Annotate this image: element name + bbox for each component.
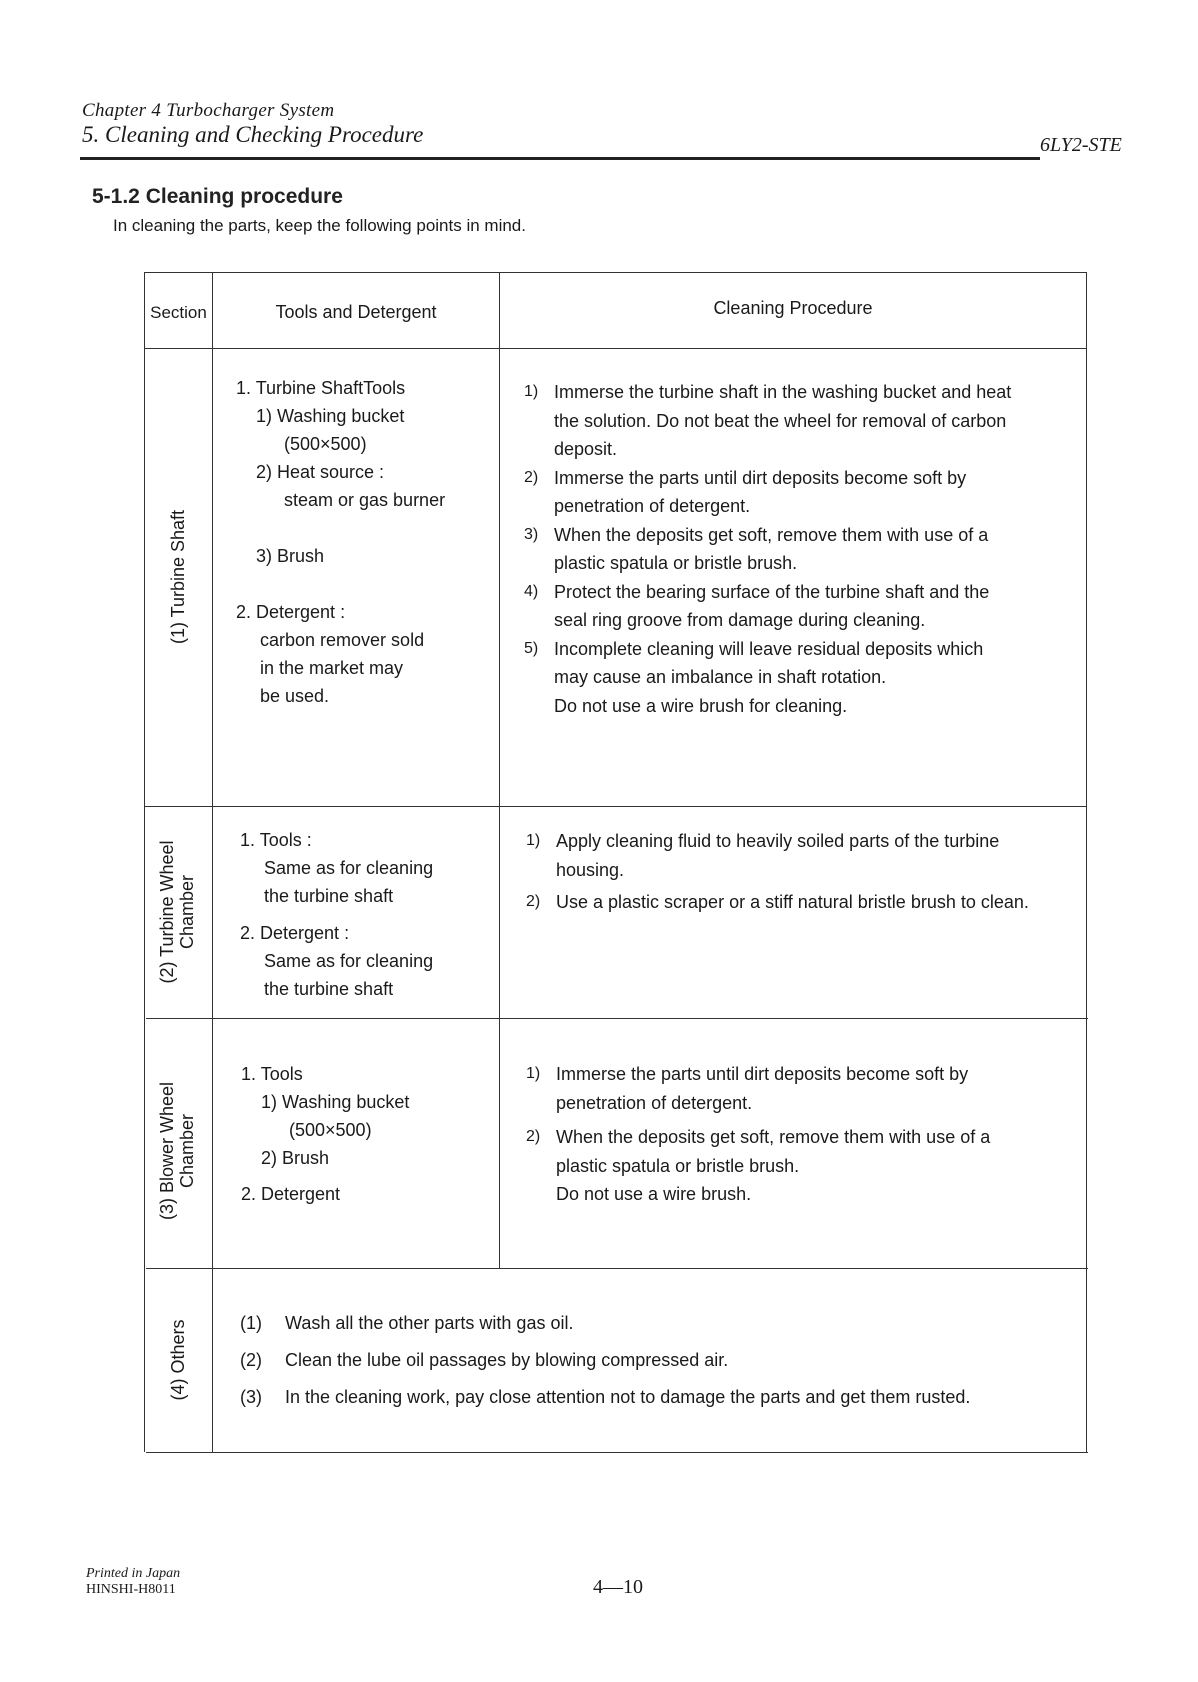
step-number: 1) — [526, 1065, 541, 1082]
item-text: In the cleaning work, pay close attention not to damage the parts and get them rusted. — [285, 1387, 971, 1407]
tools-line: 1) Washing bucket — [256, 406, 405, 426]
step-text: Incomplete cleaning will leave residual deposits which — [554, 638, 984, 659]
step-text: plastic spatula or bristle brush. — [556, 1155, 800, 1176]
tools-line: 2) Brush — [261, 1148, 330, 1168]
page-number: 4—10 — [593, 1576, 643, 1598]
table-border-right — [1086, 272, 1087, 1452]
tools-line: in the market may — [260, 658, 404, 678]
step-number: 1) — [526, 832, 541, 849]
tools-line: 1. Tools : — [240, 830, 312, 850]
procedure-step — [526, 888, 1029, 917]
procedure-step — [526, 1123, 990, 1152]
subsection-title: 5-1.2 Cleaning procedure — [92, 185, 343, 208]
header-tools: Tools and Detergent — [275, 302, 437, 322]
model-code: 6LY2-STE — [1040, 134, 1122, 156]
step-text: Immerse the parts until dirt deposits become soft by — [554, 467, 967, 488]
tools-line: 2. Detergent — [241, 1184, 341, 1204]
step-text: Immerse the parts until dirt deposits become soft by — [556, 1064, 969, 1084]
section-label-turbine-shaft: (1) Turbine Shaft — [168, 509, 188, 645]
row-divider-1 — [145, 806, 1087, 807]
procedure-blower-wheel-chamber — [526, 1060, 990, 1209]
document-code: HINSHI-H8011 — [86, 1582, 176, 1597]
tools-line: 3) Brush — [256, 546, 325, 566]
tools-line: 2. Detergent : — [236, 602, 346, 622]
section-heading: 5. Cleaning and Checking Procedure — [82, 122, 424, 147]
item-number: (1) — [240, 1313, 262, 1333]
table-header-divider — [144, 348, 1086, 349]
section-col-divider — [212, 272, 213, 1452]
step-text: Do not use a wire brush for cleaning. — [554, 695, 848, 716]
step-text: plastic spatula or bristle brush. — [554, 553, 798, 573]
tools-line: steam or gas burner — [284, 490, 446, 510]
procedure-step — [526, 827, 1029, 856]
step-number: 2) — [526, 1128, 541, 1145]
tools-line: Same as for cleaning — [264, 951, 434, 971]
section-label-others: (4) Others — [168, 1319, 188, 1401]
step-number: 3) — [524, 525, 539, 543]
header-section: Section — [150, 303, 207, 322]
table-border-left — [144, 272, 145, 1452]
tools-line: 2. Detergent : — [240, 923, 350, 943]
table-border-bottom — [146, 1452, 1088, 1453]
step-text: housing. — [556, 859, 625, 880]
step-number: 5) — [524, 639, 539, 657]
step-text: Use a plastic scraper or a stiff natural bristle brush to clean. — [556, 892, 1029, 912]
tools-turbine-shaft — [236, 374, 445, 710]
step-number: 1) — [524, 383, 539, 400]
footer-imprint — [86, 1566, 180, 1598]
tools-line: 2) Heat source : — [256, 462, 385, 482]
chapter-heading: Chapter 4 Turbocharger System — [82, 100, 335, 121]
tools-line: 1) Washing bucket — [261, 1092, 410, 1112]
section-label-line: Chamber — [177, 874, 197, 950]
step-number: 2) — [526, 893, 541, 910]
step-text: Apply cleaning fluid to heavily soiled parts of the turbine — [556, 831, 1000, 851]
procedure-turbine-wheel-chamber — [526, 827, 1029, 917]
tools-line: 1. Tools — [241, 1064, 303, 1084]
tools-line: carbon remover sold — [260, 630, 425, 650]
step-text: Do not use a wire brush. — [556, 1184, 752, 1204]
item-number: (3) — [240, 1387, 262, 1407]
tools-turbine-wheel-chamber — [240, 826, 433, 1003]
section-label-blower-wheel-chamber — [157, 1071, 197, 1231]
procedure-step — [524, 464, 1011, 493]
step-text: When the deposits get soft, remove them with use of a — [556, 1127, 991, 1147]
procedure-step — [526, 1060, 990, 1089]
step-text: the solution. Do not beat the wheel for removal of carbon — [554, 410, 1007, 431]
step-text: penetration of detergent. — [554, 496, 751, 516]
tools-blower-wheel-chamber — [241, 1060, 409, 1208]
others-list — [240, 1305, 970, 1416]
others-item — [240, 1305, 970, 1342]
tools-line: be used. — [260, 686, 330, 706]
table-border-top — [144, 272, 1086, 273]
procedure-step — [524, 378, 1011, 407]
intro-text: In cleaning the parts, keep the following points in mind. — [113, 216, 526, 235]
tools-line: (500×500) — [284, 434, 367, 454]
tools-line: (500×500) — [289, 1120, 372, 1140]
step-number: 4) — [524, 582, 539, 600]
procedure-step — [524, 635, 1011, 664]
header-rule — [80, 157, 1040, 160]
item-text: Clean the lube oil passages by blowing compressed air. — [285, 1350, 729, 1370]
tools-col-divider — [499, 272, 500, 1268]
step-text: Protect the bearing surface of the turbine shaft and the — [554, 581, 990, 602]
tools-line: 1. Turbine ShaftTools — [236, 378, 406, 398]
tools-line: Same as for cleaning — [264, 858, 434, 878]
section-label-line: (3) Blower Wheel — [157, 1081, 177, 1221]
row-divider-2 — [146, 1018, 1088, 1019]
header-procedure: Cleaning Procedure — [713, 298, 873, 318]
section-label-line: Chamber — [177, 1113, 197, 1189]
procedure-step — [524, 578, 1011, 607]
row-divider-3 — [146, 1268, 1088, 1269]
step-text: Immerse the turbine shaft in the washing bucket and heat — [554, 382, 1012, 402]
others-item — [240, 1379, 970, 1416]
printed-in: Printed in Japan — [86, 1566, 181, 1581]
item-text: Wash all the other parts with gas oil. — [285, 1313, 574, 1333]
step-text: deposit. — [554, 439, 618, 459]
step-text: may cause an imbalance in shaft rotation. — [554, 667, 887, 687]
others-item — [240, 1342, 970, 1379]
item-number: (2) — [240, 1350, 262, 1370]
step-number: 2) — [524, 468, 539, 486]
step-text: seal ring groove from damage during cleaning. — [554, 610, 926, 630]
tools-line: the turbine shaft — [264, 979, 394, 999]
section-label-line: (2) Turbine Wheel — [157, 840, 177, 984]
procedure-turbine-shaft — [524, 378, 1011, 720]
section-label-turbine-wheel-chamber — [157, 832, 197, 992]
step-text: When the deposits get soft, remove them with use of a — [554, 524, 989, 545]
tools-line: the turbine shaft — [264, 886, 394, 906]
step-text: penetration of detergent. — [556, 1092, 753, 1113]
procedure-step — [524, 521, 1011, 550]
